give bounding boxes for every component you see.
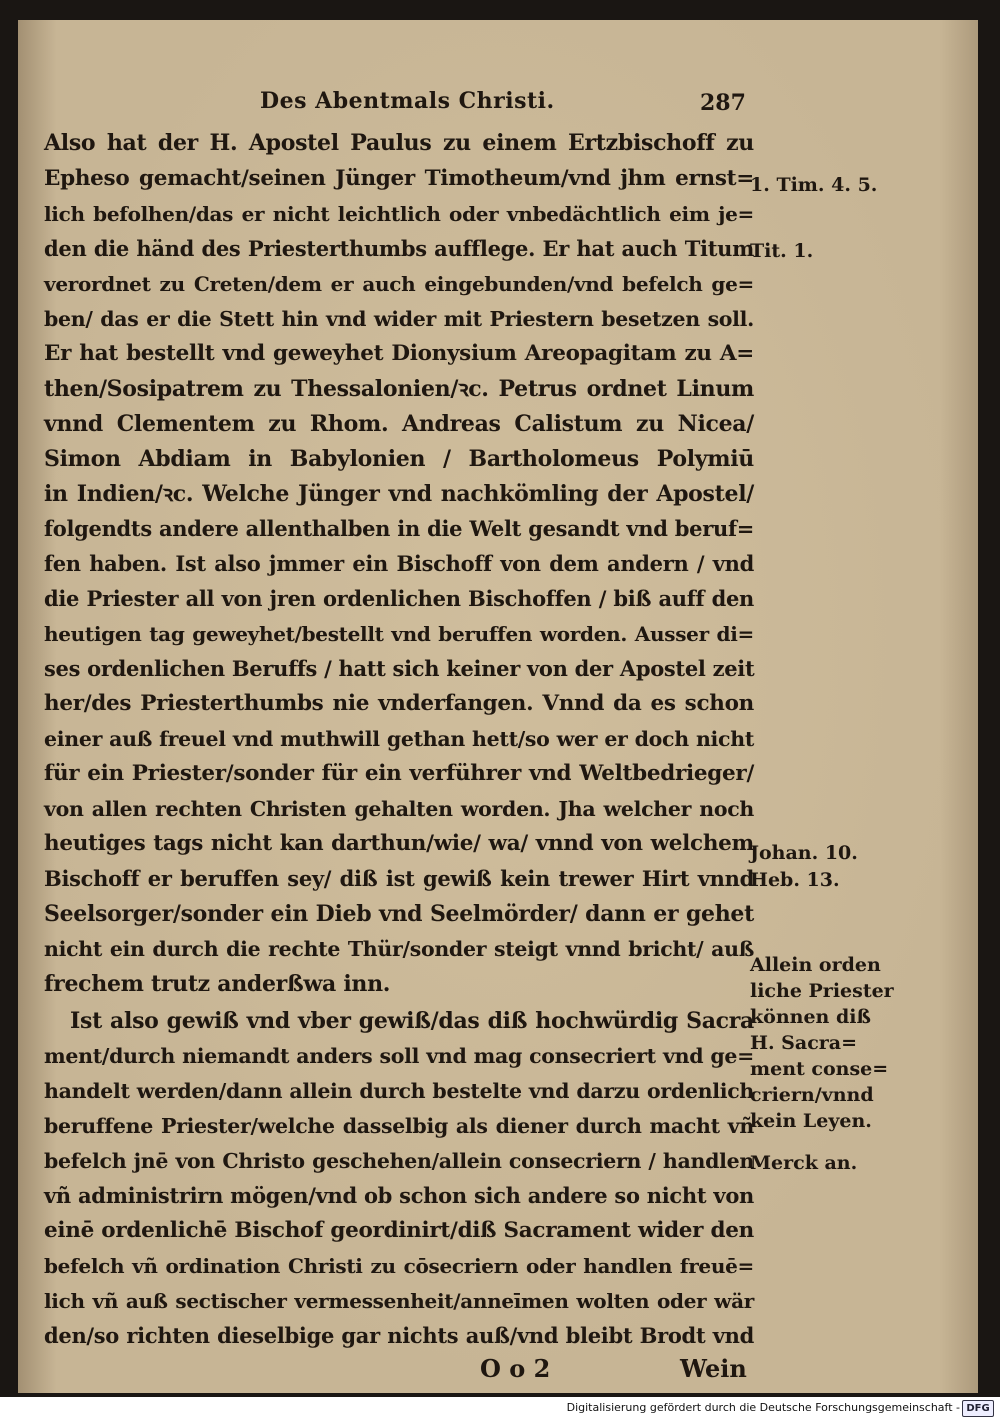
- dfg-logo-icon: DFG: [962, 1400, 994, 1417]
- text-line: her/des Priesterthumbs nie vnderfangen. Vnnd da es schon: [44, 691, 754, 716]
- text-line: befelch jnē von Christo geschehen/allein consecriern / handlen: [44, 1149, 754, 1173]
- text-line: verordnet zu Creten/dem er auch eingebunden/vnd befelch ge=: [44, 272, 754, 296]
- running-header: Des Abentmals Christi.: [260, 88, 555, 114]
- text-line: Bischoff er beruffen sey/ diß ist gewiß kein trewer Hirt vnnd: [44, 866, 754, 891]
- text-line: heutigen tag geweyhet/bestellt vnd beruffen worden. Ausser di=: [44, 622, 754, 646]
- text-line: then/Sosipatrem zu Thessalonien/ꝛc. Petrus ordnet Linum: [44, 376, 754, 402]
- text-line: handelt werden/dann allein durch bestelte vnd darzu ordenlich: [44, 1079, 754, 1103]
- margin-note: Heb. 13.: [750, 869, 840, 891]
- text-line: Simon Abdiam in Babylonien / Bartholomeus Polymiū: [44, 446, 754, 472]
- text-line: Seelsorger/sonder ein Dieb vnd Seelmörder/ dann er gehet: [44, 901, 754, 927]
- text-line: Ist also gewiß vnd vber gewiß/das diß hochwürdig Sacra: [70, 1008, 754, 1034]
- page-number: 287: [700, 90, 746, 116]
- text-line: ses ordenlichen Beruffs / hatt sich keiner von der Apostel zeit: [44, 656, 755, 681]
- text-line: Epheso gemacht/seinen Jünger Timotheum/vnd jhm ernst=: [44, 166, 754, 191]
- text-line: frechem trutz anderßwa inn.: [44, 971, 391, 997]
- text-line: von allen rechten Christen gehalten worden. Jha welcher noch: [44, 797, 754, 821]
- text-line: den die händ des Priesterthumbs aufflege. Er hat auch Titum: [44, 236, 754, 261]
- text-line: befelch vñ ordination Christi zu cōsecriern oder handlen freuē=: [44, 1254, 754, 1278]
- text-line: Also hat der H. Apostel Paulus zu einem Ertzbischoff zu: [44, 130, 754, 156]
- margin-note: criern/vnnd: [750, 1084, 874, 1106]
- text-line: in Indien/ꝛc. Welche Jünger vnd nachkömling der Apostel/: [44, 481, 754, 507]
- text-line: die Priester all von jren ordenlichen Bischoffen / biß auff den: [44, 586, 754, 611]
- text-line: beruffene Priester/welche dasselbig als diener durch macht vñ: [44, 1114, 754, 1138]
- text-line: nicht ein durch die rechte Thür/sonder steigt vnnd bricht/ auß: [44, 937, 754, 961]
- signature-mark: O o 2: [480, 1354, 551, 1383]
- text-line: fen haben. Ist also jmmer ein Bischoff von dem andern / vnd: [44, 551, 754, 576]
- text-line: vnnd Clementem zu Rhom. Andreas Calistum zu Nicea/: [44, 411, 754, 437]
- catchword: Wein: [680, 1354, 747, 1383]
- funding-credit: Digitalisierung gefördert durch die Deutsche Forschungsgemeinschaft -: [566, 1401, 960, 1414]
- margin-note: 1. Tim. 4. 5.: [750, 174, 878, 196]
- margin-note: Tit. 1.: [750, 240, 814, 262]
- text-line: den/so richten dieselbige gar nichts auß/vnd bleibt Brodt vnd: [44, 1323, 754, 1348]
- margin-note: können diß: [750, 1006, 871, 1028]
- margin-note: H. Sacra=: [750, 1032, 858, 1054]
- text-line: lich vñ auß sectischer vermessenheit/anneīmen wolten oder wär: [44, 1289, 754, 1313]
- text-line: Er hat bestellt vnd geweyhet Dionysium Areopagitam zu A=: [44, 341, 754, 366]
- margin-note: Johan. 10.: [750, 842, 858, 864]
- margin-note: Allein orden: [750, 954, 881, 976]
- text-line: für ein Priester/sonder für ein verführer vnd Weltbedrieger/: [44, 761, 754, 786]
- text-line: folgendts andere allenthalben in die Welt gesandt vnd beruf=: [44, 516, 754, 541]
- text-line: ment/durch niemandt anders soll vnd mag consecriert vnd ge=: [44, 1044, 754, 1068]
- text-line: vñ administrirn mögen/vnd ob schon sich andere so nicht von: [44, 1183, 754, 1208]
- text-line: heutiges tags nicht kan darthun/wie/ wa/ vnnd von welchem: [44, 831, 754, 856]
- text-line: einer auß freuel vnd muthwill gethan hett/so wer er doch nicht: [44, 727, 754, 751]
- margin-note: liche Priester: [750, 980, 894, 1002]
- margin-note: ment conse=: [750, 1058, 889, 1080]
- digitization-footer: [0, 1397, 1000, 1419]
- text-line: ben/ das er die Stett hin vnd wider mit Priestern besetzen soll.: [44, 307, 754, 331]
- text-line: lich befolhen/das er nicht leichtlich oder vnbedächtlich eim je=: [44, 202, 754, 226]
- margin-note: Merck an.: [750, 1152, 858, 1174]
- margin-note: kein Leyen.: [750, 1110, 872, 1132]
- text-line: einē ordenlichē Bischof geordinirt/diß Sacrament wider den: [44, 1218, 754, 1243]
